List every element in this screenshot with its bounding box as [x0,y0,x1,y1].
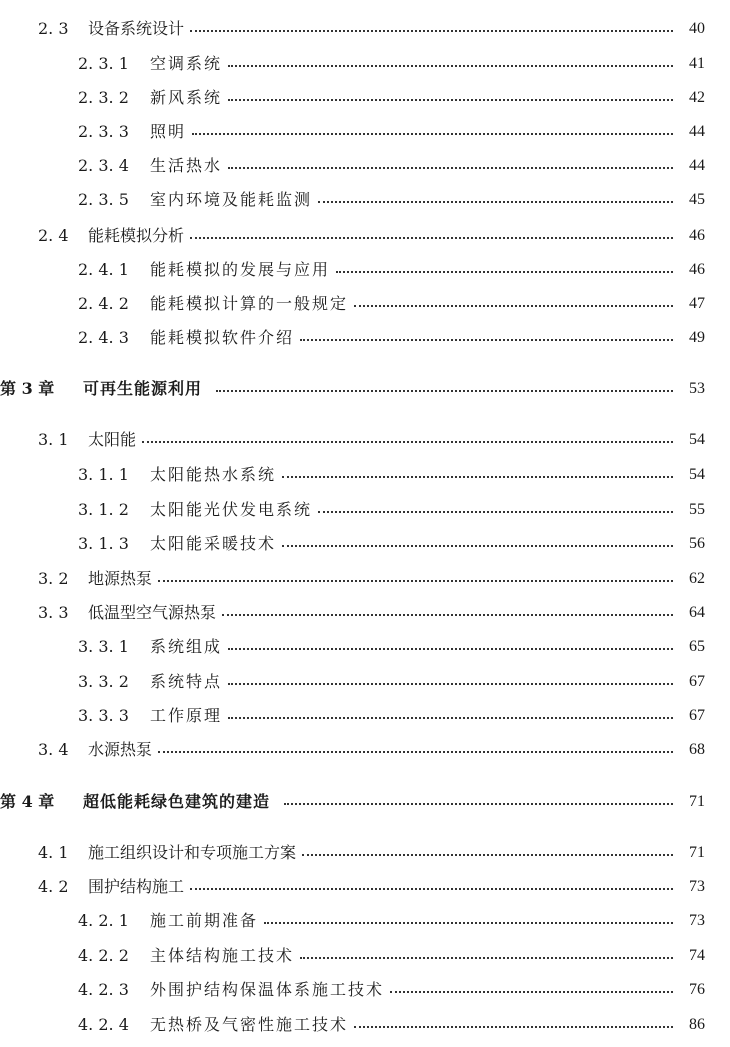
entry-title: 能耗模拟计算的一般规定 [150,294,349,313]
entry-number: 4. 2. 2 [78,946,129,965]
dot-leader [190,888,673,890]
entry-number: 2. 3. 5 [78,190,129,209]
dot-leader [228,65,673,67]
toc-entry[interactable] [0,635,730,659]
dot-leader [354,305,673,307]
entry-title: 超低能耗绿色建筑的建造 [83,792,271,811]
dot-leader [264,922,673,924]
toc-entry[interactable] [0,601,730,625]
entry-title: 能耗模拟分析 [88,226,185,245]
page-number: 86 [689,1016,705,1033]
dot-leader [158,580,673,582]
toc-entry[interactable] [0,498,730,522]
entry-title: 地源热泵 [88,569,153,588]
dot-leader [228,717,673,719]
entry-number: 3. 3 [38,603,69,622]
page-number: 73 [689,912,705,929]
dot-leader [190,237,673,239]
entry-number: 4. 1 [38,843,69,862]
entry-title: 太阳能 [88,430,137,449]
page-number: 44 [689,123,705,140]
entry-title: 生活热水 [150,156,223,175]
toc-entry[interactable] [0,978,730,1002]
page-number: 71 [689,793,705,810]
page-number: 71 [689,844,705,861]
entry-number: 3. 1. 1 [78,465,129,484]
toc-entry[interactable] [0,944,730,968]
page-number: 54 [689,431,705,448]
toc-entry[interactable] [0,154,730,178]
page-number: 46 [689,227,705,244]
entry-number: 2. 3 [38,19,69,38]
entry-title: 能耗模拟的发展与应用 [150,260,331,279]
entry-title: 施工组织设计和专项施工方案 [88,843,297,862]
toc-entry[interactable] [0,875,730,899]
toc-entry[interactable] [0,258,730,282]
entry-number: 4. 2. 4 [78,1015,129,1034]
entry-title: 主体结构施工技术 [150,946,295,965]
dot-leader [354,1026,673,1028]
page-number: 56 [689,535,705,552]
entry-number: 3. 1. 2 [78,500,129,519]
dot-leader [228,683,673,685]
entry-title: 可再生能源利用 [83,379,203,398]
entry-title: 太阳能光伏发电系统 [150,500,313,519]
dot-leader [302,854,673,856]
toc-entry[interactable] [0,120,730,144]
page-number: 55 [689,501,705,518]
toc-entry[interactable] [0,704,730,728]
toc-entry[interactable] [0,532,730,556]
toc-entry[interactable] [0,292,730,316]
entry-number: 2. 4. 2 [78,294,129,313]
dot-leader [228,167,673,169]
toc-entry[interactable] [0,463,730,487]
dot-leader [284,803,673,805]
toc-entry[interactable] [0,188,730,212]
page-number: 76 [689,981,705,998]
toc-entry[interactable] [0,1013,730,1037]
chapter-entry[interactable] [0,790,730,814]
toc-entry[interactable] [0,670,730,694]
entry-number: 2. 4. 1 [78,260,129,279]
dot-leader [228,99,673,101]
entry-number: 2. 4 [38,226,69,245]
entry-number: 3. 1 [38,430,69,449]
entry-title: 系统特点 [150,672,223,691]
entry-number: 4. 2. 1 [78,911,129,930]
entry-number: 2. 3. 2 [78,88,129,107]
page-number: 53 [689,380,705,397]
dot-leader [192,133,673,135]
entry-title: 空调系统 [150,54,223,73]
entry-title: 系统组成 [150,637,223,656]
chapter-entry[interactable] [0,377,730,401]
entry-title: 照明 [150,122,187,141]
entry-number: 2. 4. 3 [78,328,129,347]
dot-leader [282,476,673,478]
entry-number: 4. 2 [38,877,69,896]
page-number: 54 [689,466,705,483]
entry-title: 能耗模拟软件介绍 [150,328,295,347]
dot-leader [318,201,673,203]
toc-entry[interactable] [0,326,730,350]
entry-number: 3. 2 [38,569,69,588]
entry-number: 2. 3. 4 [78,156,129,175]
dot-leader [190,30,673,32]
toc-entry[interactable] [0,52,730,76]
entry-number: 第 3 章 [0,379,55,398]
page-number: 62 [689,570,705,587]
page-number: 65 [689,638,705,655]
dot-leader [222,614,673,616]
toc-entry[interactable] [0,841,730,865]
page-number: 40 [689,20,705,37]
page-number: 47 [689,295,705,312]
dot-leader [216,390,673,392]
entry-number: 4. 2. 3 [78,980,129,999]
page-number: 67 [689,673,705,690]
page-number: 74 [689,947,705,964]
dot-leader [300,957,673,959]
entry-number: 3. 1. 3 [78,534,129,553]
entry-number: 第 4 章 [0,792,55,811]
toc-entry[interactable] [0,428,730,452]
toc-entry[interactable] [0,86,730,110]
entry-number: 3. 3. 3 [78,706,129,725]
toc-entry[interactable] [0,567,730,591]
dot-leader [318,511,673,513]
dot-leader [282,545,673,547]
dot-leader [300,339,673,341]
page-number: 64 [689,604,705,621]
entry-number: 3. 4 [38,740,69,759]
page-number: 46 [689,261,705,278]
page-number: 45 [689,191,705,208]
dot-leader [228,648,673,650]
toc-entry[interactable] [0,17,730,41]
dot-leader [336,271,673,273]
dot-leader [390,991,673,993]
entry-title: 工作原理 [150,706,223,725]
toc-entry[interactable] [0,738,730,762]
entry-title: 低温型空气源热泵 [88,603,217,622]
page-number: 41 [689,55,705,72]
toc-entry[interactable] [0,909,730,933]
entry-title: 太阳能热水系统 [150,465,277,484]
page-number: 49 [689,329,705,346]
entry-number: 3. 3. 2 [78,672,129,691]
entry-number: 2. 3. 3 [78,122,129,141]
page-number: 68 [689,741,705,758]
entry-title: 太阳能采暖技术 [150,534,277,553]
entry-title: 外围护结构保温体系施工技术 [150,980,385,999]
toc-entry[interactable] [0,224,730,248]
entry-title: 施工前期准备 [150,911,259,930]
dot-leader [142,441,673,443]
page-number: 44 [689,157,705,174]
entry-number: 2. 3. 1 [78,54,129,73]
entry-title: 新风系统 [150,88,223,107]
entry-title: 围护结构施工 [88,877,185,896]
entry-title: 室内环境及能耗监测 [150,190,313,209]
entry-title: 水源热泵 [88,740,153,759]
page-number: 67 [689,707,705,724]
page-number: 73 [689,878,705,895]
dot-leader [158,751,673,753]
entry-title: 无热桥及气密性施工技术 [150,1015,349,1034]
entry-title: 设备系统设计 [88,19,185,38]
page-number: 42 [689,89,705,106]
entry-number: 3. 3. 1 [78,637,129,656]
